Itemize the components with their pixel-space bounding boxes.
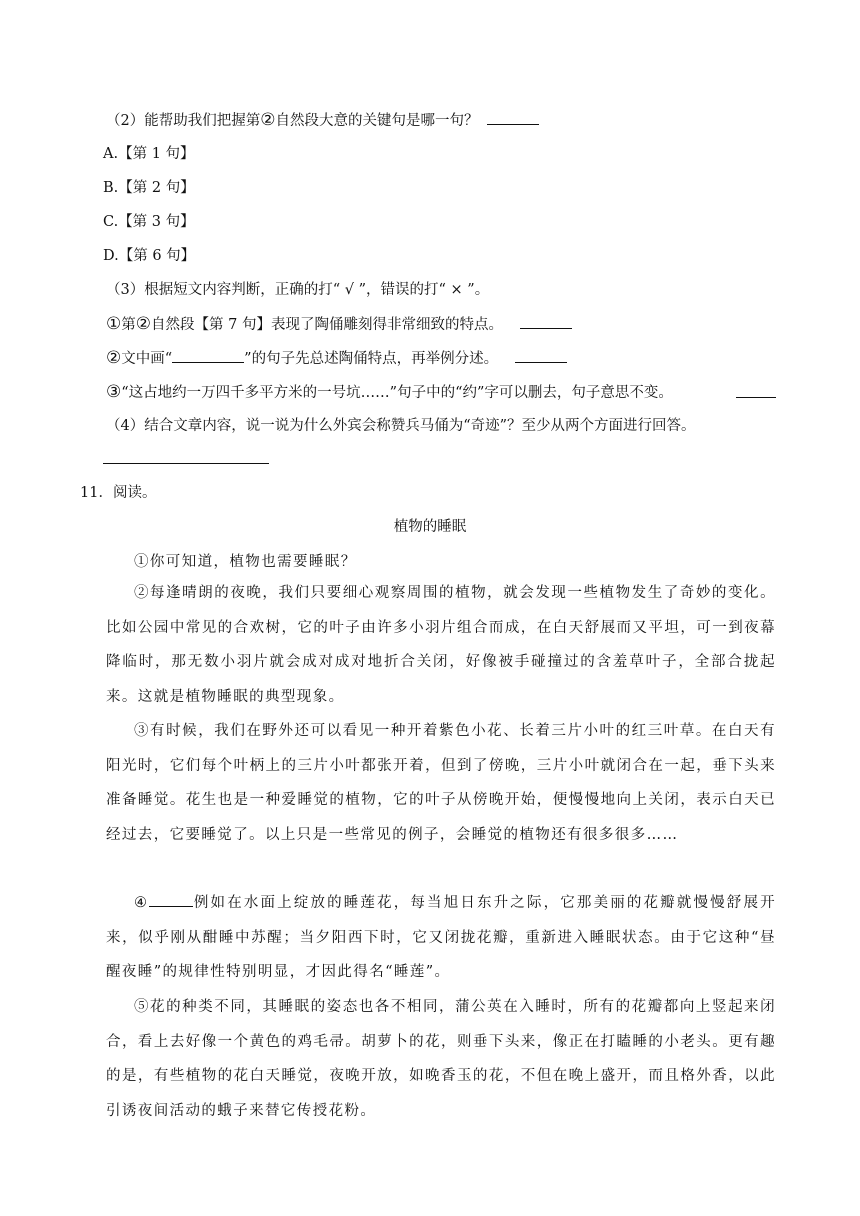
answer-blank[interactable]	[515, 347, 567, 363]
item-number: ③	[106, 382, 122, 402]
item-text-after: ”的句子先总述陶俑特点，再举例分述。	[244, 351, 499, 367]
item-number: ②	[106, 348, 122, 368]
item-text-before: 文中画“	[121, 351, 173, 367]
paragraph-1: ①你可知道，植物也需要睡眠？	[134, 554, 357, 570]
q2-stem-after: 自然段大意的关键句是哪一句？	[275, 113, 479, 129]
q3-item-1	[106, 313, 572, 336]
paragraph-number: ④	[134, 895, 150, 911]
answer-blank[interactable]	[520, 313, 572, 329]
answer-blank[interactable]	[736, 382, 776, 398]
q2-stem-before: （2）能帮助我们把握第	[106, 113, 261, 129]
underline-placeholder	[172, 347, 244, 363]
circled-number: ②	[260, 110, 276, 130]
q3-stem: （3）根据短文内容判断，正确的打“ √ ”，错误的打“ × ”。	[106, 282, 490, 298]
item-text-before: 第	[121, 317, 136, 333]
paragraph-4	[106, 886, 776, 990]
q2-stem	[106, 109, 539, 132]
answer-blank[interactable]	[149, 891, 193, 907]
q2-option-b[interactable]: B.【第 2 句】	[103, 180, 195, 196]
paragraph-5: ⑤花的种类不同，其睡眠的姿态也各不相同，蒲公英在入睡时，所有的花瓣都向上竖起来闭合，看上去好像一个黄色的鸡毛帚。胡萝卜的花，则垂下头来，像正在打瞌睡的小老头。更有趣的是，有些植物的花白天睡觉，夜晚开放，如晚香玉的花，不但在晚上盛开，而且格外香，以此引诱夜间活动的蛾子来替它传授花粉。	[106, 999, 776, 1119]
item-number: ①	[106, 314, 122, 334]
item-text: 自然段【第 7 句】表现了陶俑雕刻得非常细致的特点。	[151, 317, 503, 333]
paragraph-2: ②每逢晴朗的夜晚，我们只要细心观察周围的植物，就会发现一些植物发生了奇妙的变化。比如公园中常见的合欢树，它的叶子由许多小羽片组合而成，在白天舒展而又平坦，可一到夜幕降临时，那无数小羽片就会成对成对地折合关闭，好像被手碰撞过的含羞草叶子，全部合拢起来。这就是植物睡眠的典型现象。	[106, 585, 776, 705]
q3-item-2	[106, 347, 567, 370]
answer-blank[interactable]	[487, 109, 539, 125]
q3-item-3	[106, 381, 673, 404]
q2-option-d[interactable]: D.【第 6 句】	[103, 248, 196, 264]
q4-stem: （4）结合文章内容，说一说为什么外宾会称赞兵马俑为“奇迹”？至少从两个方面进行回答。	[106, 418, 696, 434]
item-text: “这占地约一万四千多平方米的一号坑……”句子中的“约”字可以删去，句子意思不变。	[121, 385, 673, 401]
q2-option-c[interactable]: C.【第 3 句】	[103, 214, 195, 230]
question-11-label: 11．阅读。	[80, 485, 157, 501]
paragraph-3: ③有时候，我们在野外还可以看见一种开着紫色小花、长着三片小叶的红三叶草。在白天有阳光时，它们每个叶柄上的三片小叶都张开着，但到了傍晚，三片小叶就闭合在一起，垂下头来准备睡觉。花生也是一种爱睡觉的植物，它的叶子从傍晚开始，便慢慢地向上关闭，表示白天已经过去，它要睡觉了。以上只是一些常见的例子，会睡觉的植物还有很多很多……	[106, 723, 776, 843]
circled-number: ②	[135, 314, 151, 334]
answer-line[interactable]	[103, 448, 269, 464]
paragraph-4-text: 例如在水面上绽放的睡莲花，每当旭日东升之际，它那美丽的花瓣就慢慢舒展开来，似乎刚从酣睡中苏醒；当夕阳西下时，它又闭拢花瓣，重新进入睡眠状态。由于它这种“昼醒夜睡”的规律性特别明显，才因此得名“睡莲”。	[106, 895, 776, 980]
q2-option-a[interactable]: A.【第 1 句】	[103, 146, 195, 162]
passage-title: 植物的睡眠	[393, 519, 467, 535]
